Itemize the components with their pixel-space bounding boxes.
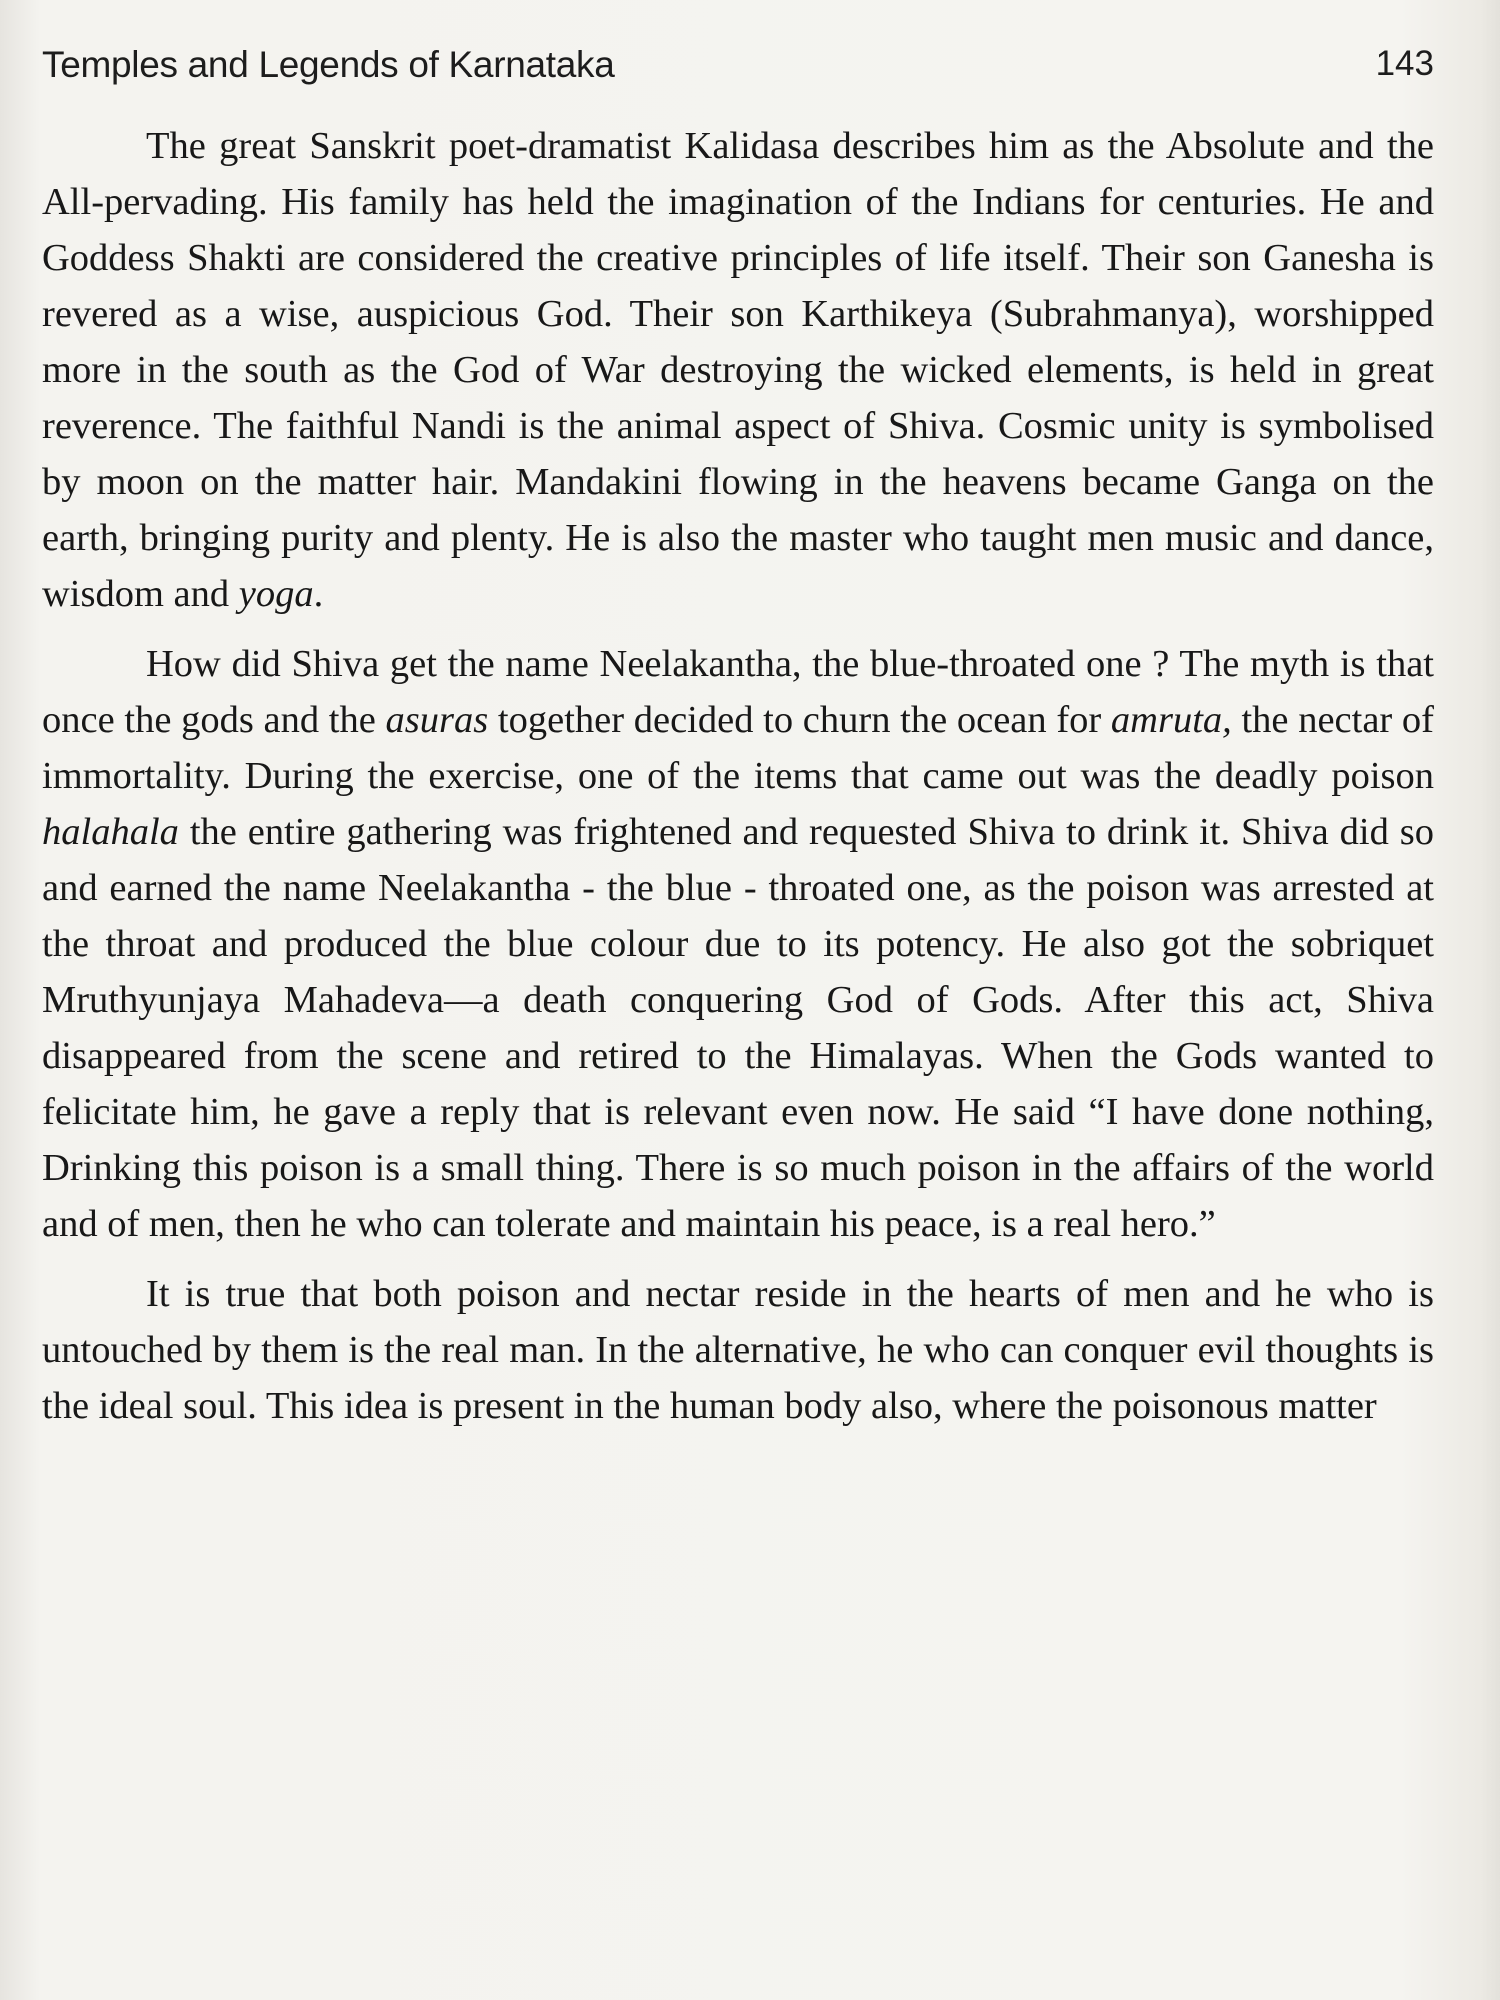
- page-body: [42, 118, 1434, 1434]
- running-title: Temples and Legends of Karnataka: [42, 44, 615, 85]
- paragraph-2: [42, 636, 1434, 1252]
- text-segment: the nectar of immortality. During the exercise, one of the items that came out was the deadly poison: [42, 699, 1434, 797]
- paragraph-1: [42, 118, 1434, 622]
- text-segment-italic: yoga: [238, 573, 314, 615]
- paragraph-3: [42, 1266, 1434, 1434]
- text-segment: How did Shiva get the name Neelakantha, the blue-throated one ? The myth is that once the gods and the: [42, 643, 1434, 741]
- text-segment: together decided to churn the ocean for: [488, 699, 1111, 741]
- page-header: [42, 44, 1434, 94]
- text-segment-italic: halahala: [42, 811, 179, 853]
- text-segment: .: [313, 573, 324, 615]
- text-segment: It is true that both poison and nectar reside in the hearts of men and he who is untouched by them is the real man. In the alternative, he who can conquer evil thoughts is the ideal soul. This idea is present in the human body also, where the poisonous matter: [42, 1273, 1434, 1427]
- text-segment-italic: asuras: [385, 699, 489, 741]
- text-segment: the entire gathering was frightened and requested Shiva to drink it. Shiva did so and earned the name Neelakantha - the blue - throated one, as the poison was arrested at the throat and produced the blue colour due to its potency. He also got the sobriquet Mruthyunjaya Mahadeva—a death conquering God of Gods. After this act, Shiva disappeared from the scene and retired to the Himalayas. When the Gods wanted to felicitate him, he gave a reply that is relevant even now. He said “I have done nothing, Drinking this poison is a small thing. There is so much poison in the affairs of the world and of men, then he who can tolerate and maintain his peace, is a real hero.”: [42, 811, 1434, 1245]
- page-number: 143: [1375, 44, 1434, 83]
- text-segment: The great Sanskrit poet-dramatist Kalidasa describes him as the Absolute and the All-pervading. His family has held the imagination of the Indians for centuries. He and Goddess Shakti are considered the creative principles of life itself. Their son Ganesha is revered as a wise, auspicious God. Their son Karthikeya (Subrahmanya), worshipped more in the south as the God of War destroying the wicked elements, is held in great reverence. The faithful Nandi is the animal aspect of Shiva. Cosmic unity is symbolised by moon on the matter hair. Mandakini flowing in the heavens became Ganga on the earth, bringing purity and plenty. He is also the master who taught men music and dance, wisdom and: [42, 125, 1434, 615]
- text-segment-italic: amruta,: [1110, 699, 1232, 741]
